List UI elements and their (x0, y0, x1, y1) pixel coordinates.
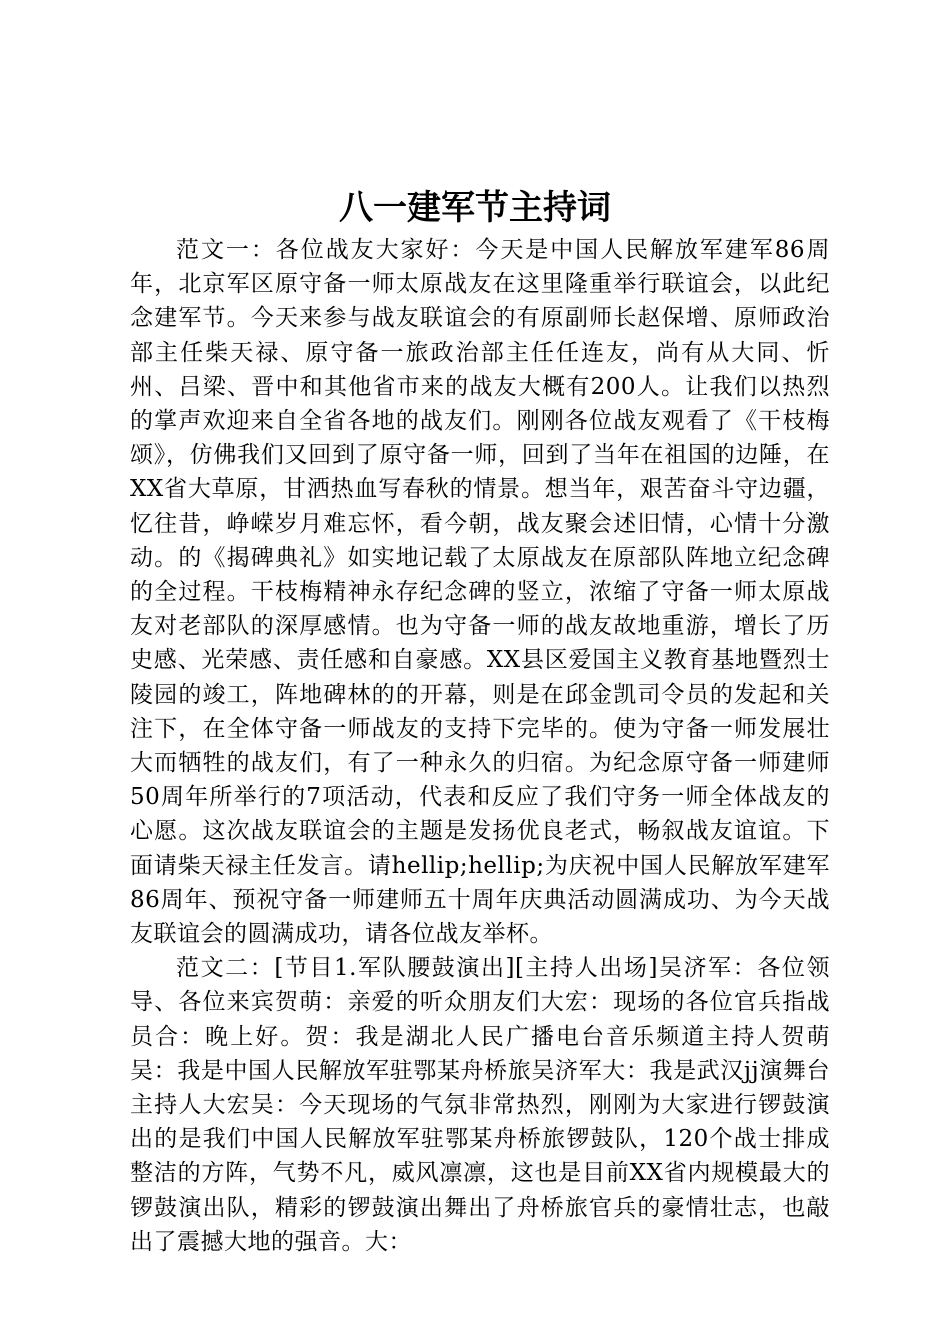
document-body (130, 233, 830, 1259)
paragraph-1: 范文一：各位战友大家好：今天是中国人民解放军建军86周年，北京军区原守备一师太原战友在这里隆重举行联谊会，以此纪念建军节。今天来参与战友联谊会的有原副师长赵保增、原师政治部主任柴天禄、原守备一旅政治部主任任连友，尚有从大同、忻州、吕梁、晋中和其他省市来的战友大概有200人。让我们以热烈的掌声欢迎来自全省各地的战友们。刚刚各位战友观看了《干枝梅颂》，仿佛我们又回到了原守备一师，回到了当年在祖国的边陲，在XX省大草原，甘洒热血写春秋的情景。想当年，艰苦奋斗守边疆，忆往昔，峥嵘岁月难忘怀，看今朝，战友聚会述旧情，心情十分激动。的《揭碑典礼》如实地记载了太原战友在原部队阵地立纪念碑的全过程。干枝梅精神永存纪念碑的竖立，浓缩了守备一师太原战友对老部队的深厚感情。也为守备一师的战友故地重游，增长了历史感、光荣感、责任感和自豪感。XX县区爱国主义教育基地暨烈士陵园的竣工，阵地碑林的的开幕，则是在邱金凯司令员的发起和关注下，在全体守备一师战友的支持下完毕的。使为守备一师发展壮大而牺牲的战友们，有了一种永久的归宿。为纪念原守备一师建师50周年所举行的7项活动，代表和反应了我们守务一师全体战友的心愿。这次战友联谊会的主题是发扬优良老式，畅叙战友谊谊。下面请柴天禄主任发言。请hellip;hellip;为庆祝中国人民解放军建军86周年、预祝守备一师建师五十周年庆典活动圆满成功、为今天战友联谊会的圆满成功，请各位战友举杯。 (130, 237, 830, 948)
paragraph-2: 范文二：[节目1.军队腰鼓演出][主持人出场]吴济军：各位领导、各位来宾贺萌：亲爱的听众朋友们大宏：现场的各位官兵指战员合：晚上好。贺：我是湖北人民广播电台音乐频道主持人贺萌吴：我是中国人民解放军驻鄂某舟桥旅吴济军大：我是武汉jj演舞台主持人大宏吴：今天现场的气氛非常热烈，刚刚为大家进行锣鼓演出的是我们中国人民解放军驻鄂某舟桥旅锣鼓队，120个战士排成整洁的方阵，气势不凡，威风凛凛，这也是目前XX省内规模最大的锣鼓演出队，精彩的锣鼓演出舞出了舟桥旅官兵的豪情壮志，也敲出了震撼大地的强音。大： (130, 955, 830, 1255)
document-title: 八一建军节主持词 (339, 188, 611, 228)
